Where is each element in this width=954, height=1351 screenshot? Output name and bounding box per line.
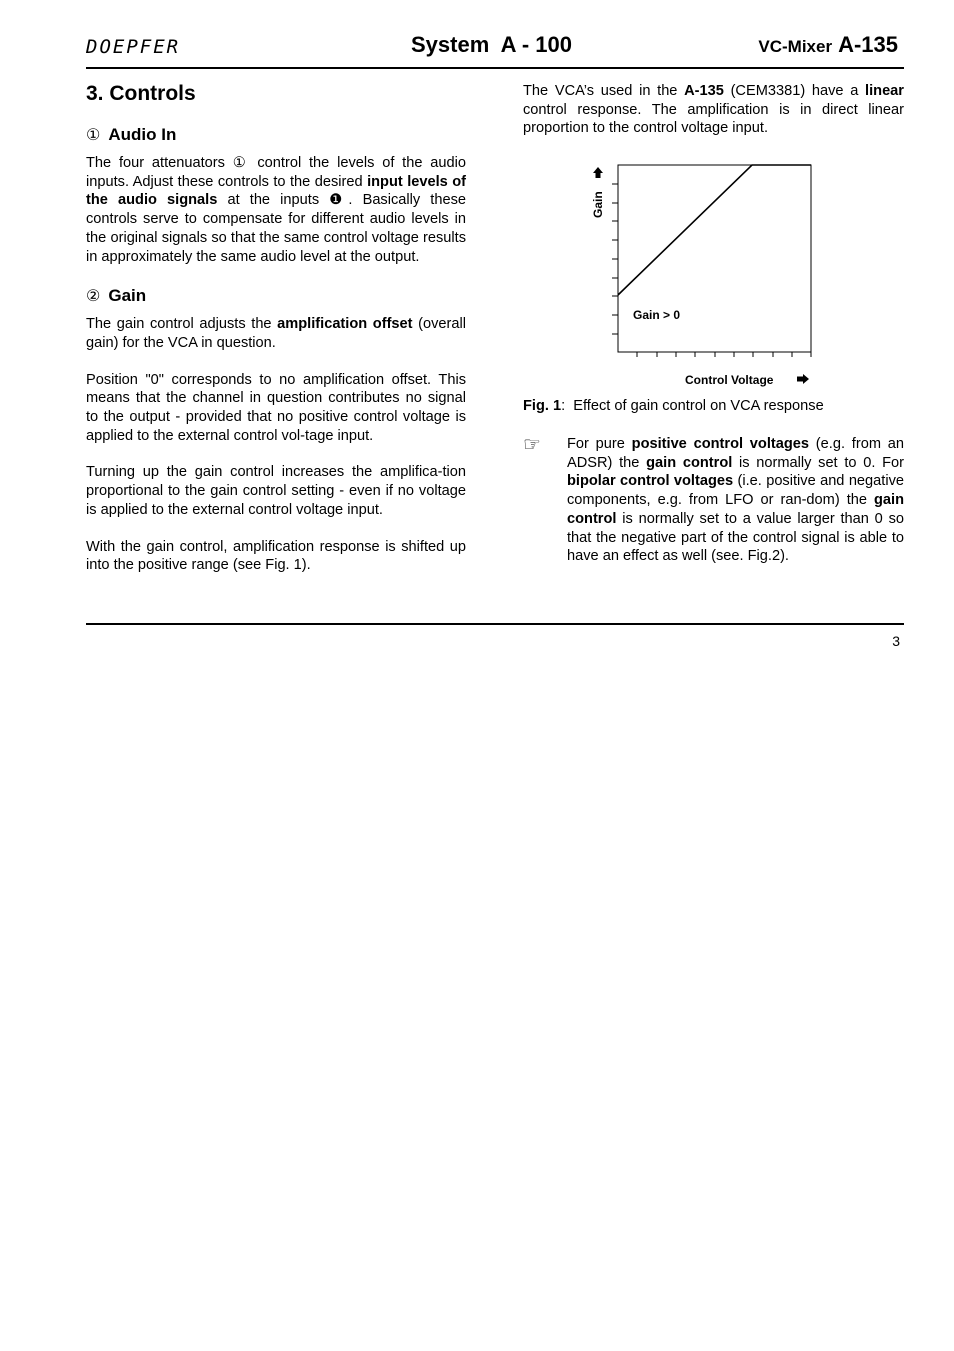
text-run: The four attenuators ① control the levels of the audio inputs. Adjust these controls to the desired: [86, 155, 466, 190]
module-name: VC-Mixer: [758, 37, 833, 56]
text-run: For pure: [567, 436, 632, 452]
audio-in-heading: [86, 124, 466, 147]
arrow-right-icon: [797, 374, 809, 384]
footer-rule: [86, 623, 904, 625]
figure-caption: [523, 397, 904, 416]
caption-text: : Effect of gain control on VCA response: [561, 398, 824, 414]
x-axis-label: Control Voltage: [685, 373, 774, 387]
left-column: [86, 80, 466, 575]
gain-response-curve: [618, 165, 811, 295]
text-run: control response. The amplification is in direct linear proportion to the control voltage input.: [523, 101, 904, 137]
module-title: [758, 32, 898, 58]
note-block: [523, 435, 904, 566]
bold-run: positive control voltages: [631, 436, 810, 452]
text-run: at the inputs ❶. Basically these controls serve to compensate for different audio levels in the original signals so that the same control voltage results in approximately the same audio level at the output.: [86, 192, 466, 265]
gain-number: ②: [86, 288, 101, 306]
right-column: [523, 82, 904, 138]
system-title: System A - 100: [411, 32, 573, 57]
bold-run: amplification offset: [277, 316, 413, 333]
text-run: The gain control adjusts the: [86, 316, 278, 333]
y-axis-label: Gain: [591, 191, 605, 218]
module-id: A-135: [838, 32, 898, 57]
brand-logo: DOEPFER: [86, 36, 181, 58]
bold-run: bipolar control voltages: [567, 473, 734, 490]
text-run: (i.e. positive and negative components, e.g. from LFO or ran-dom) the: [567, 473, 904, 509]
bold-run: input levels of the audio signals: [86, 173, 466, 209]
y-axis-ticks: [612, 184, 618, 334]
gain-paragraph-2: Position "0" corresponds to no amplification offset. This means that the channel in question contributes no signal to the output - provided that no positive control voltage is applied to the external control vol-tage input.: [86, 371, 466, 444]
audio-in-title: Audio In: [108, 125, 177, 144]
text-run: The VCA’s used in the: [523, 83, 685, 99]
audio-in-paragraph: [86, 154, 466, 266]
text-run: (overall gain) for the VCA in question.: [86, 316, 467, 351]
audio-in-number: ①: [86, 127, 101, 144]
curve-label: Gain > 0: [633, 308, 681, 322]
gain-heading: [86, 285, 466, 308]
arrow-up-icon: [593, 167, 603, 178]
text-run: is normally set to a value larger than 0 so that the negative part of the control signal is able to have an effect as well (see. Fig.2).: [567, 510, 904, 565]
gain-response-figure: [585, 158, 825, 394]
x-axis-ticks: [637, 352, 811, 357]
text-run: (e.g. from an ADSR) the: [567, 436, 904, 471]
page-number: 3: [892, 633, 900, 649]
text-run: (CEM3381) have a: [723, 83, 866, 99]
gain-paragraph-4: With the gain control, amplification response is shifted up into the positive range (see Fig. 1).: [86, 538, 466, 574]
caption-label: Fig. 1: [523, 398, 562, 414]
page-header: [86, 30, 904, 68]
gain-paragraph-3: Turning up the gain control increases the amplifica-tion proportional to the gain control setting - even if no voltage is applied to the external control voltage input.: [86, 464, 466, 518]
vca-intro-paragraph: [523, 82, 904, 138]
pointing-hand-icon: ☞: [523, 434, 541, 456]
gain-paragraph-1: [86, 315, 466, 352]
bold-run: A-135: [684, 83, 724, 99]
gain-title: Gain: [108, 286, 147, 306]
gain-response-graph: [585, 158, 825, 394]
bold-run: gain control: [567, 492, 904, 527]
header-rule: [86, 67, 904, 69]
bold-run: gain control: [646, 454, 733, 471]
bold-run: linear: [865, 83, 904, 99]
section-title: 3. Controls: [86, 82, 196, 105]
text-run: is normally set to 0. For: [732, 454, 904, 471]
plot-frame: [618, 165, 811, 352]
note-paragraph: [567, 435, 904, 566]
